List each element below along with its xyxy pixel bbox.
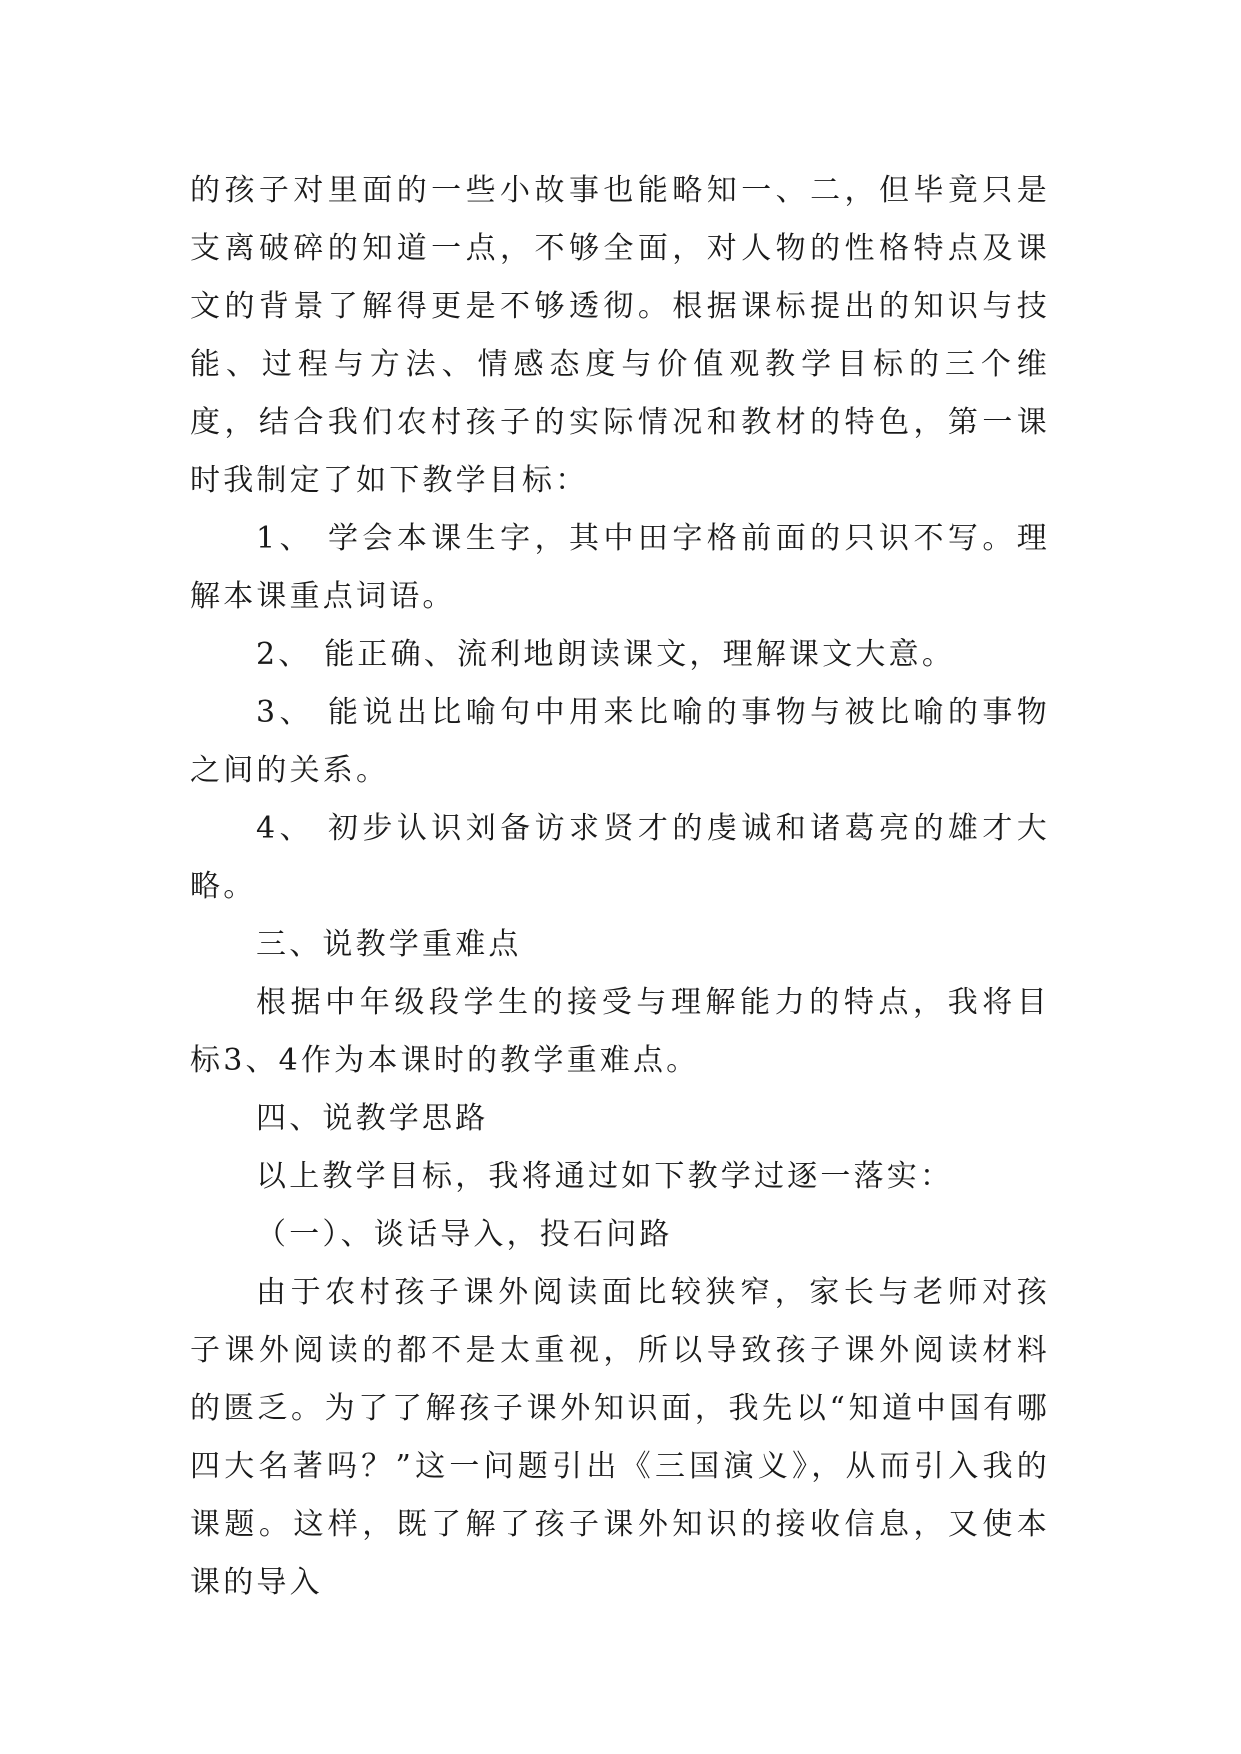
paragraph-key-points: 根据中年级段学生的接受与理解能力的特点，我将目标3、4作为本课时的教学重难点。 <box>190 985 1050 1078</box>
paragraph-goal-1: 1、 学会本课生字，其中田字格前面的只识不写。理解本课重点词语。 <box>190 521 1050 614</box>
subsection-heading-introduction: （一）、谈话导入，投石问路 <box>256 1217 673 1252</box>
paragraph-goal-3: 3、 能说出比喻句中用来比喻的事物与被比喻的事物之间的关系。 <box>190 695 1050 788</box>
paragraph-intro: 的孩子对里面的一些小故事也能略知一、二，但毕竟只是支离破碎的知道一点，不够全面，对人物的性格特点及课文的背景了解得更是不够透彻。根据课标提出的知识与技能、过程与方法、情感态度与价值观教学目标的三个维度，结合我们农村孩子的实际情况和教材的特色，第一课时我制定了如下教学目标： <box>190 173 1050 498</box>
paragraph-goal-2: 2、 能正确、流利地朗读课文，理解课文大意。 <box>256 637 956 672</box>
section-heading-key-points: 三、说教学重难点 <box>256 927 522 962</box>
paragraph-goal-4: 4、 初步认识刘备访求贤才的虔诚和诸葛亮的雄才大略。 <box>190 811 1050 904</box>
section-heading-teaching-approach: 四、说教学思路 <box>256 1101 489 1136</box>
paragraph-introduction-detail: 由于农村孩子课外阅读面比较狭窄，家长与老师对孩子课外阅读的都不是太重视，所以导致孩子课外阅读材料的匮乏。为了了解孩子课外知识面，我先以“知道中国有哪四大名著吗？”这一问题引出《三国演义》，从而引入我的课题。这样，既了解了孩子课外知识的接收信息，又使本课的导入 <box>190 1275 1050 1600</box>
document-page <box>190 162 1050 1612</box>
paragraph-approach-intro: 以上教学目标，我将通过如下教学过逐一落实： <box>256 1159 954 1194</box>
